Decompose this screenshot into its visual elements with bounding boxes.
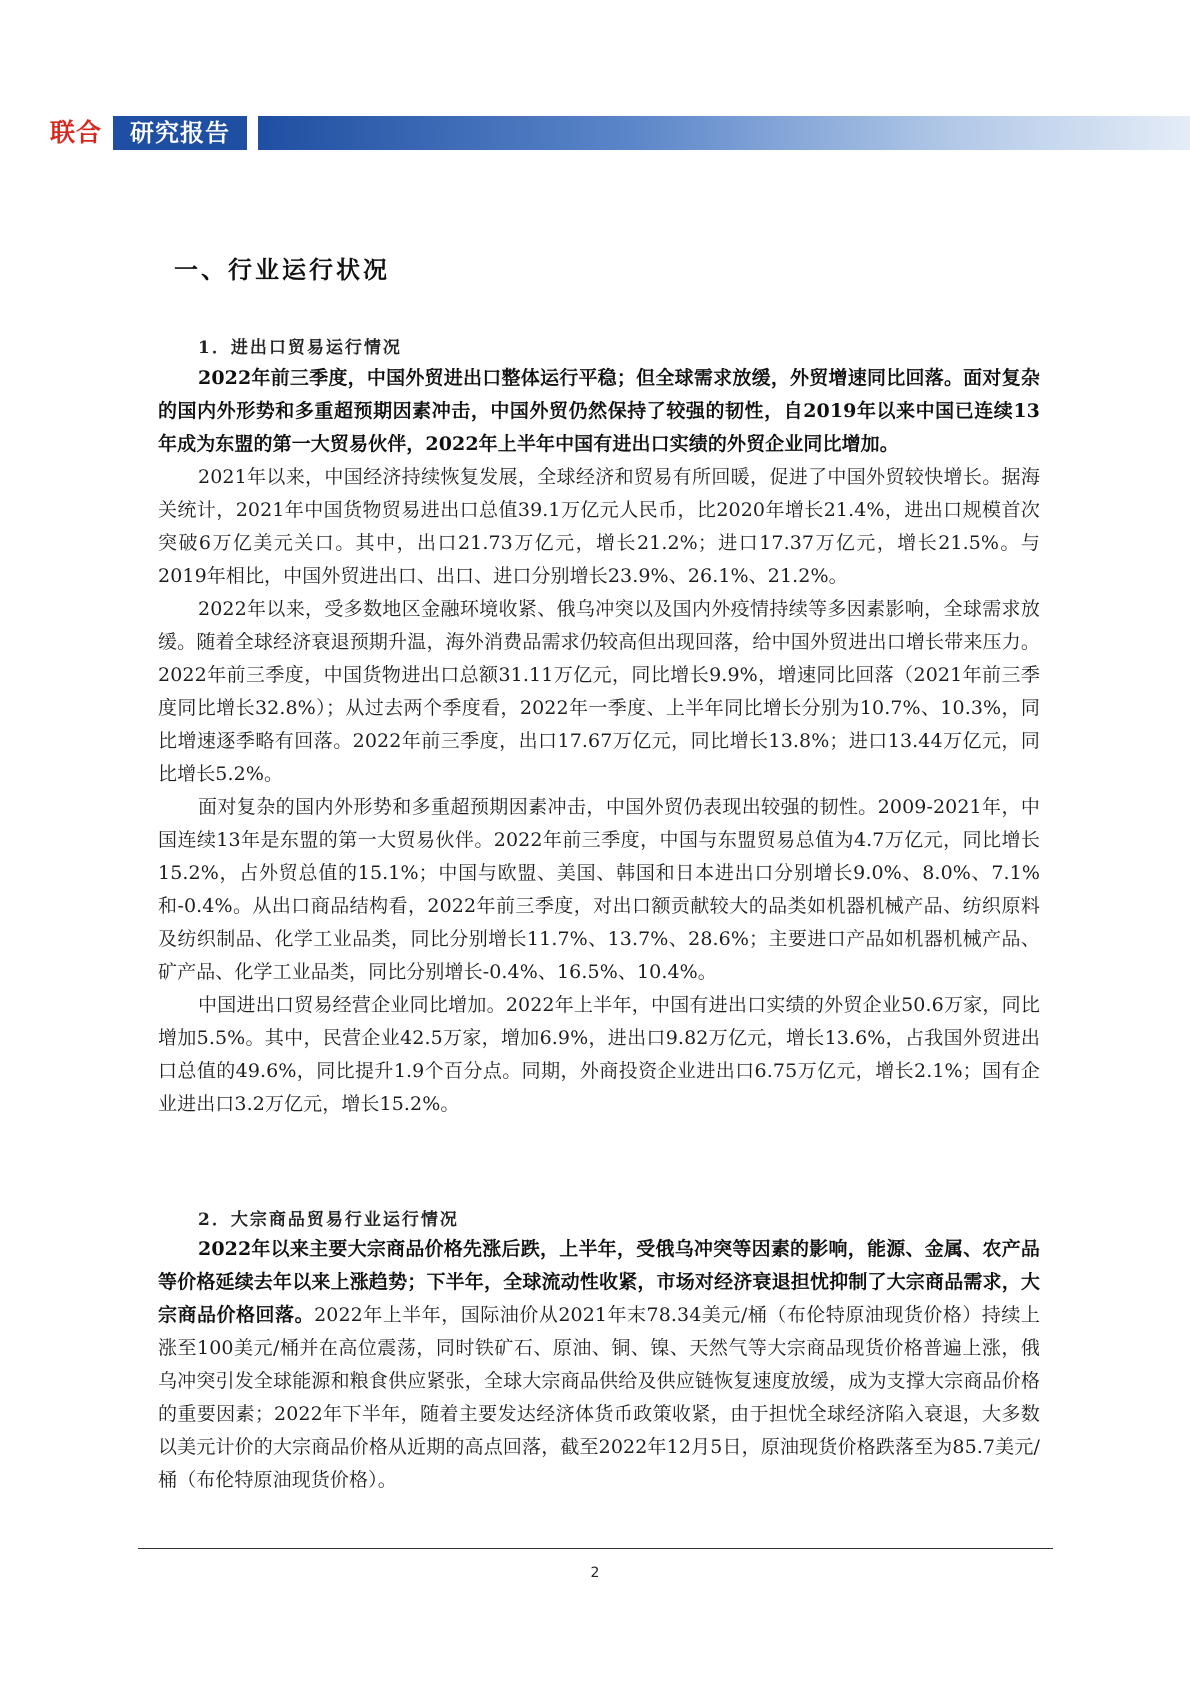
paragraph: 2022年以来，受多数地区金融环境收紧、俄乌冲突以及国内外疫情持续等多因素影响，全球需求放缓。随着全球经济衰退预期升温，海外消费品需求仍较高但出现回落，给中国外贸进出口增长带来压力。2022年前三季度，中国货物进出口总额31.11万亿元，同比增长9.9%，增速同比回落（2021年前三季度同比增长32.8%）；从过去两个季度看，2022年一季度、上半年同比增长分别为10.7%、10.3%，同比增速逐季略有回落。2022年前三季度，出口17.67万亿元，同比增长13.8%；进口13.44万亿元，同比增长5.2%。: [158, 598, 1040, 785]
paragraph-summary-rest: 2022年上半年，国际油价从2021年末78.34美元/桶（布伦特原油现货价格）持续上涨至100美元/桶并在高位震荡，同时铁矿石、原油、铜、镍、天然气等大宗商品现货价格普遍上涨，俄乌冲突引发全球能源和粮食供应紧张，全球大宗商品供给及供应链恢复速度放缓，成为支撑大宗商品价格的重要因素；2022年下半年，随着主要发达经济体货币政策收紧，由于担忧全球经济陷入衰退，大多数以美元计价的大宗商品价格从近期的高点回落，截至2022年12月5日，原油现货价格跌落至为85.7美元/桶（布伦特原油现货价格）。: [158, 1304, 1040, 1491]
footer-divider: [138, 1548, 1053, 1549]
subsection-title-commodity: 2．大宗商品贸易行业运行情况: [198, 1210, 459, 1230]
subsection-title-trade: 1．进出口贸易运行情况: [198, 338, 402, 358]
header-gradient-bar: [258, 116, 1190, 150]
report-header: [0, 0, 1190, 160]
section-heading: 一、行业运行状况: [174, 256, 390, 284]
brand-name-red: 联合: [50, 118, 103, 147]
paragraph-summary-bold: 2022年前三季度，中国外贸进出口整体运行平稳；但全球需求放缓，外贸增速同比回落。面对复杂的国内外形势和多重超预期因素冲击，中国外贸仍然保持了较强的韧性，自2019年以来中国已连续13年成为东盟的第一大贸易伙伴，2022年上半年中国有进出口实绩的外贸企业同比增加。: [158, 367, 1040, 455]
paragraph: 2021年以来，中国经济持续恢复发展，全球经济和贸易有所回暖，促进了中国外贸较快增长。据海关统计，2021年中国货物贸易进出口总值39.1万亿元人民币，比2020年增长21.4%，进出口规模首次突破6万亿美元关口。其中，出口21.73万亿元，增长21.2%；进口17.37万亿元，增长21.5%。与2019年相比，中国外贸进出口、出口、进口分别增长23.9%、26.1%、21.2%。: [158, 466, 1040, 587]
paragraph-summary: [158, 1233, 1040, 1497]
brand-label-research-report: 研究报告: [113, 116, 247, 150]
subsection-body-trade: [158, 362, 1040, 1121]
paragraph-summary-bold: 2022年以来主要大宗商品价格先涨后跌，上半年，受俄乌冲突等因素的影响，能源、金属、农产品等价格延续去年以来上涨趋势；下半年，全球流动性收紧，市场对经济衰退担忧抑制了大宗商品需求，大宗商品价格回落。: [158, 1238, 1040, 1326]
page-number: 2: [590, 1565, 600, 1581]
subsection-body-commodity: [158, 1233, 1040, 1497]
paragraph: 中国进出口贸易经营企业同比增加。2022年上半年，中国有进出口实绩的外贸企业50.6万家，同比增加5.5%。其中，民营企业42.5万家，增加6.9%，进出口9.82万亿元，增长13.6%，占我国外贸进出口总值的49.6%，同比提升1.9个百分点。同期，外商投资企业进出口6.75万亿元，增长2.1%；国有企业进出口3.2万亿元，增长15.2%。: [158, 994, 1040, 1115]
paragraph: 面对复杂的国内外形势和多重超预期因素冲击，中国外贸仍表现出较强的韧性。2009-2021年，中国连续13年是东盟的第一大贸易伙伴。2022年前三季度，中国与东盟贸易总值为4.7万亿元，同比增长15.2%，占外贸总值的15.1%；中国与欧盟、美国、韩国和日本进出口分别增长9.0%、8.0%、7.1%和-0.4%。从出口商品结构看，2022年前三季度，对出口额贡献较大的品类如机器机械产品、纺织原料及纺织制品、化学工业品类，同比分别增长11.7%、13.7%、28.6%；主要进口产品如机器机械产品、矿产品、化学工业品类，同比分别增长-0.4%、16.5%、10.4%。: [158, 796, 1040, 983]
paragraph-summary: [158, 362, 1040, 461]
